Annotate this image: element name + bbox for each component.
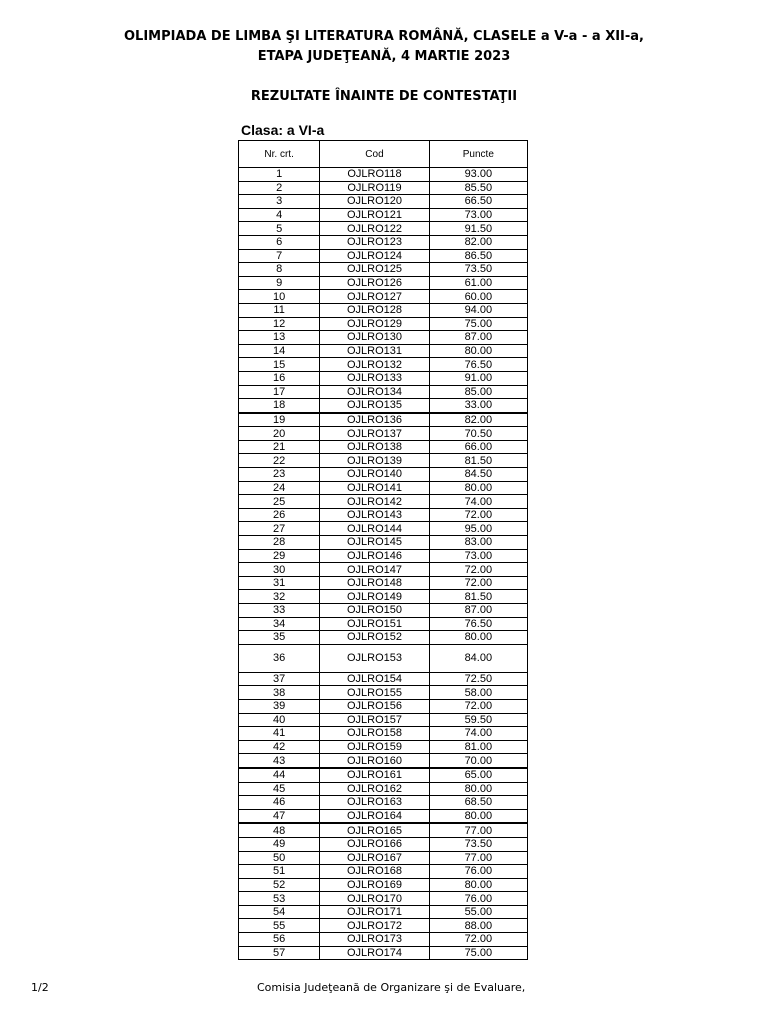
cell-puncte: 80.00 xyxy=(429,878,527,892)
cell-nr: 45 xyxy=(239,782,320,796)
cell-puncte: 65.00 xyxy=(429,768,527,782)
cell-nr: 42 xyxy=(239,740,320,754)
table-row xyxy=(239,754,528,768)
cell-nr: 7 xyxy=(239,249,320,263)
cell-nr: 2 xyxy=(239,181,320,195)
cell-nr: 21 xyxy=(239,440,320,454)
cell-puncte: 61.00 xyxy=(429,276,527,290)
results-table xyxy=(238,140,528,960)
cell-puncte: 70.00 xyxy=(429,754,527,768)
cell-nr: 8 xyxy=(239,263,320,277)
commission-signature-line: Comisia Judeţeană de Organizare şi de Evaluare, xyxy=(257,981,526,994)
table-row xyxy=(239,276,528,290)
cell-nr: 18 xyxy=(239,399,320,413)
cell-puncte: 80.00 xyxy=(429,481,527,495)
cell-puncte: 76.50 xyxy=(429,358,527,372)
cell-nr: 53 xyxy=(239,892,320,906)
cell-puncte: 80.00 xyxy=(429,809,527,823)
cell-cod: OJLRO151 xyxy=(320,617,429,631)
cell-puncte: 55.00 xyxy=(429,905,527,919)
cell-puncte: 76.00 xyxy=(429,865,527,879)
cell-nr: 49 xyxy=(239,837,320,851)
cell-cod: OJLRO127 xyxy=(320,290,429,304)
table-row xyxy=(239,809,528,823)
cell-cod: OJLRO122 xyxy=(320,222,429,236)
cell-nr: 37 xyxy=(239,672,320,686)
cell-cod: OJLRO119 xyxy=(320,181,429,195)
cell-nr: 28 xyxy=(239,536,320,550)
cell-puncte: 74.00 xyxy=(429,495,527,509)
cell-puncte: 60.00 xyxy=(429,290,527,304)
table-row xyxy=(239,222,528,236)
cell-cod: OJLRO167 xyxy=(320,851,429,865)
cell-nr: 20 xyxy=(239,427,320,441)
cell-nr: 3 xyxy=(239,195,320,209)
cell-cod: OJLRO132 xyxy=(320,358,429,372)
cell-cod: OJLRO160 xyxy=(320,754,429,768)
table-row xyxy=(239,413,528,427)
cell-puncte: 85.50 xyxy=(429,181,527,195)
cell-cod: OJLRO128 xyxy=(320,303,429,317)
cell-nr: 52 xyxy=(239,878,320,892)
cell-nr: 46 xyxy=(239,796,320,810)
cell-puncte: 75.00 xyxy=(429,946,527,960)
cell-cod: OJLRO147 xyxy=(320,563,429,577)
cell-nr: 15 xyxy=(239,358,320,372)
cell-nr: 14 xyxy=(239,344,320,358)
cell-nr: 39 xyxy=(239,699,320,713)
cell-cod: OJLRO148 xyxy=(320,576,429,590)
cell-cod: OJLRO172 xyxy=(320,919,429,933)
cell-puncte: 75.00 xyxy=(429,317,527,331)
cell-cod: OJLRO136 xyxy=(320,413,429,427)
cell-nr: 9 xyxy=(239,276,320,290)
page-number: 1/2 xyxy=(31,981,49,994)
table-row xyxy=(239,208,528,222)
cell-cod: OJLRO162 xyxy=(320,782,429,796)
cell-cod: OJLRO133 xyxy=(320,371,429,385)
cell-cod: OJLRO131 xyxy=(320,344,429,358)
cell-cod: OJLRO143 xyxy=(320,508,429,522)
cell-nr: 12 xyxy=(239,317,320,331)
table-row xyxy=(239,905,528,919)
cell-nr: 29 xyxy=(239,549,320,563)
cell-puncte: 86.50 xyxy=(429,249,527,263)
table-row xyxy=(239,686,528,700)
cell-nr: 35 xyxy=(239,631,320,645)
table-row xyxy=(239,195,528,209)
cell-puncte: 80.00 xyxy=(429,631,527,645)
table-row xyxy=(239,699,528,713)
table-row xyxy=(239,878,528,892)
cell-nr: 19 xyxy=(239,413,320,427)
cell-cod: OJLRO149 xyxy=(320,590,429,604)
table-row xyxy=(239,358,528,372)
cell-nr: 41 xyxy=(239,727,320,741)
cell-cod: OJLRO156 xyxy=(320,699,429,713)
results-subtitle: REZULTATE ÎNAINTE DE CONTESTAŢII xyxy=(250,89,518,104)
table-row xyxy=(239,644,528,672)
cell-cod: OJLRO152 xyxy=(320,631,429,645)
cell-puncte: 66.00 xyxy=(429,440,527,454)
cell-puncte: 72.50 xyxy=(429,672,527,686)
cell-puncte: 91.50 xyxy=(429,222,527,236)
cell-nr: 51 xyxy=(239,865,320,879)
table-row xyxy=(239,536,528,550)
cell-cod: OJLRO161 xyxy=(320,768,429,782)
table-row xyxy=(239,481,528,495)
cell-nr: 33 xyxy=(239,604,320,618)
cell-puncte: 72.00 xyxy=(429,576,527,590)
cell-puncte: 82.00 xyxy=(429,413,527,427)
table-row xyxy=(239,427,528,441)
cell-cod: OJLRO126 xyxy=(320,276,429,290)
cell-puncte: 76.50 xyxy=(429,617,527,631)
table-row xyxy=(239,768,528,782)
cell-nr: 23 xyxy=(239,468,320,482)
table-row xyxy=(239,263,528,277)
table-row xyxy=(239,303,528,317)
cell-puncte: 72.00 xyxy=(429,699,527,713)
table-row xyxy=(239,181,528,195)
document-title-line-2: ETAPA JUDEŢEANĂ, 4 MARTIE 2023 xyxy=(257,49,511,64)
table-row xyxy=(239,454,528,468)
cell-puncte: 87.00 xyxy=(429,604,527,618)
cell-nr: 50 xyxy=(239,851,320,865)
table-row xyxy=(239,617,528,631)
cell-nr: 4 xyxy=(239,208,320,222)
cell-cod: OJLRO157 xyxy=(320,713,429,727)
cell-nr: 17 xyxy=(239,385,320,399)
cell-cod: OJLRO137 xyxy=(320,427,429,441)
cell-nr: 36 xyxy=(239,644,320,672)
cell-puncte: 68.50 xyxy=(429,796,527,810)
cell-cod: OJLRO145 xyxy=(320,536,429,550)
table-row xyxy=(239,892,528,906)
cell-nr: 13 xyxy=(239,331,320,345)
cell-puncte: 82.00 xyxy=(429,235,527,249)
cell-nr: 10 xyxy=(239,290,320,304)
table-row xyxy=(239,823,528,837)
table-row xyxy=(239,399,528,413)
table-row xyxy=(239,837,528,851)
cell-puncte: 85.00 xyxy=(429,385,527,399)
cell-puncte: 94.00 xyxy=(429,303,527,317)
cell-nr: 11 xyxy=(239,303,320,317)
table-row xyxy=(239,440,528,454)
table-row xyxy=(239,865,528,879)
cell-puncte: 70.50 xyxy=(429,427,527,441)
cell-cod: OJLRO159 xyxy=(320,740,429,754)
cell-cod: OJLRO124 xyxy=(320,249,429,263)
cell-puncte: 83.00 xyxy=(429,536,527,550)
cell-nr: 55 xyxy=(239,919,320,933)
table-row xyxy=(239,168,528,182)
cell-puncte: 88.00 xyxy=(429,919,527,933)
cell-puncte: 66.50 xyxy=(429,195,527,209)
table-header-row xyxy=(239,141,528,168)
cell-cod: OJLRO166 xyxy=(320,837,429,851)
table-row xyxy=(239,495,528,509)
cell-nr: 32 xyxy=(239,590,320,604)
cell-puncte: 93.00 xyxy=(429,168,527,182)
table-row xyxy=(239,249,528,263)
cell-puncte: 80.00 xyxy=(429,782,527,796)
cell-nr: 56 xyxy=(239,933,320,947)
cell-puncte: 73.50 xyxy=(429,837,527,851)
cell-puncte: 73.00 xyxy=(429,208,527,222)
cell-puncte: 87.00 xyxy=(429,331,527,345)
cell-cod: OJLRO141 xyxy=(320,481,429,495)
cell-nr: 38 xyxy=(239,686,320,700)
cell-nr: 26 xyxy=(239,508,320,522)
table-row xyxy=(239,371,528,385)
cell-puncte: 81.00 xyxy=(429,740,527,754)
cell-puncte: 84.00 xyxy=(429,644,527,672)
cell-cod: OJLRO173 xyxy=(320,933,429,947)
cell-cod: OJLRO123 xyxy=(320,235,429,249)
cell-puncte: 81.50 xyxy=(429,590,527,604)
cell-cod: OJLRO154 xyxy=(320,672,429,686)
cell-cod: OJLRO138 xyxy=(320,440,429,454)
column-header-nr: Nr. crt. xyxy=(239,141,320,168)
cell-cod: OJLRO135 xyxy=(320,399,429,413)
cell-nr: 16 xyxy=(239,371,320,385)
table-row xyxy=(239,631,528,645)
cell-puncte: 74.00 xyxy=(429,727,527,741)
cell-nr: 6 xyxy=(239,235,320,249)
cell-nr: 24 xyxy=(239,481,320,495)
table-row xyxy=(239,563,528,577)
cell-nr: 40 xyxy=(239,713,320,727)
table-row xyxy=(239,331,528,345)
cell-cod: OJLRO150 xyxy=(320,604,429,618)
table-row xyxy=(239,672,528,686)
cell-nr: 44 xyxy=(239,768,320,782)
cell-puncte: 80.00 xyxy=(429,344,527,358)
table-row xyxy=(239,933,528,947)
cell-cod: OJLRO120 xyxy=(320,195,429,209)
cell-cod: OJLRO171 xyxy=(320,905,429,919)
table-row xyxy=(239,468,528,482)
table-row xyxy=(239,713,528,727)
column-header-puncte: Puncte xyxy=(429,141,527,168)
table-row xyxy=(239,344,528,358)
table-row xyxy=(239,590,528,604)
results-table-body xyxy=(239,168,528,960)
table-row xyxy=(239,576,528,590)
class-label: Clasa: a VI-a xyxy=(241,122,325,138)
cell-nr: 43 xyxy=(239,754,320,768)
table-row xyxy=(239,946,528,960)
cell-cod: OJLRO144 xyxy=(320,522,429,536)
cell-puncte: 58.00 xyxy=(429,686,527,700)
cell-cod: OJLRO168 xyxy=(320,865,429,879)
cell-cod: OJLRO153 xyxy=(320,644,429,672)
cell-puncte: 59.50 xyxy=(429,713,527,727)
cell-cod: OJLRO170 xyxy=(320,892,429,906)
table-row xyxy=(239,796,528,810)
cell-nr: 5 xyxy=(239,222,320,236)
cell-puncte: 72.00 xyxy=(429,508,527,522)
cell-nr: 22 xyxy=(239,454,320,468)
table-row xyxy=(239,508,528,522)
cell-puncte: 77.00 xyxy=(429,823,527,837)
cell-puncte: 33.00 xyxy=(429,399,527,413)
cell-cod: OJLRO142 xyxy=(320,495,429,509)
table-row xyxy=(239,919,528,933)
table-row xyxy=(239,851,528,865)
cell-puncte: 84.50 xyxy=(429,468,527,482)
cell-puncte: 72.00 xyxy=(429,563,527,577)
cell-cod: OJLRO125 xyxy=(320,263,429,277)
cell-puncte: 73.00 xyxy=(429,549,527,563)
cell-cod: OJLRO139 xyxy=(320,454,429,468)
cell-nr: 1 xyxy=(239,168,320,182)
cell-nr: 57 xyxy=(239,946,320,960)
table-row xyxy=(239,782,528,796)
cell-cod: OJLRO158 xyxy=(320,727,429,741)
table-row xyxy=(239,317,528,331)
cell-nr: 27 xyxy=(239,522,320,536)
cell-nr: 34 xyxy=(239,617,320,631)
table-row xyxy=(239,290,528,304)
cell-cod: OJLRO118 xyxy=(320,168,429,182)
cell-nr: 48 xyxy=(239,823,320,837)
cell-nr: 30 xyxy=(239,563,320,577)
table-row xyxy=(239,385,528,399)
cell-puncte: 77.00 xyxy=(429,851,527,865)
cell-cod: OJLRO174 xyxy=(320,946,429,960)
cell-nr: 54 xyxy=(239,905,320,919)
table-row xyxy=(239,604,528,618)
table-row xyxy=(239,235,528,249)
cell-cod: OJLRO134 xyxy=(320,385,429,399)
cell-cod: OJLRO146 xyxy=(320,549,429,563)
cell-cod: OJLRO169 xyxy=(320,878,429,892)
column-header-cod: Cod xyxy=(320,141,429,168)
cell-cod: OJLRO121 xyxy=(320,208,429,222)
cell-cod: OJLRO163 xyxy=(320,796,429,810)
table-row xyxy=(239,522,528,536)
table-row xyxy=(239,549,528,563)
table-row xyxy=(239,727,528,741)
cell-cod: OJLRO165 xyxy=(320,823,429,837)
cell-cod: OJLRO129 xyxy=(320,317,429,331)
cell-cod: OJLRO130 xyxy=(320,331,429,345)
cell-cod: OJLRO155 xyxy=(320,686,429,700)
cell-nr: 25 xyxy=(239,495,320,509)
cell-puncte: 72.00 xyxy=(429,933,527,947)
cell-puncte: 91.00 xyxy=(429,371,527,385)
cell-cod: OJLRO164 xyxy=(320,809,429,823)
cell-puncte: 73.50 xyxy=(429,263,527,277)
cell-puncte: 95.00 xyxy=(429,522,527,536)
cell-puncte: 76.00 xyxy=(429,892,527,906)
cell-nr: 31 xyxy=(239,576,320,590)
cell-nr: 47 xyxy=(239,809,320,823)
table-row xyxy=(239,740,528,754)
document-title-line-1: OLIMPIADA DE LIMBA ŞI LITERATURA ROMÂNĂ, CLASELE a V-a - a XII-a, xyxy=(124,29,644,44)
cell-puncte: 81.50 xyxy=(429,454,527,468)
cell-cod: OJLRO140 xyxy=(320,468,429,482)
